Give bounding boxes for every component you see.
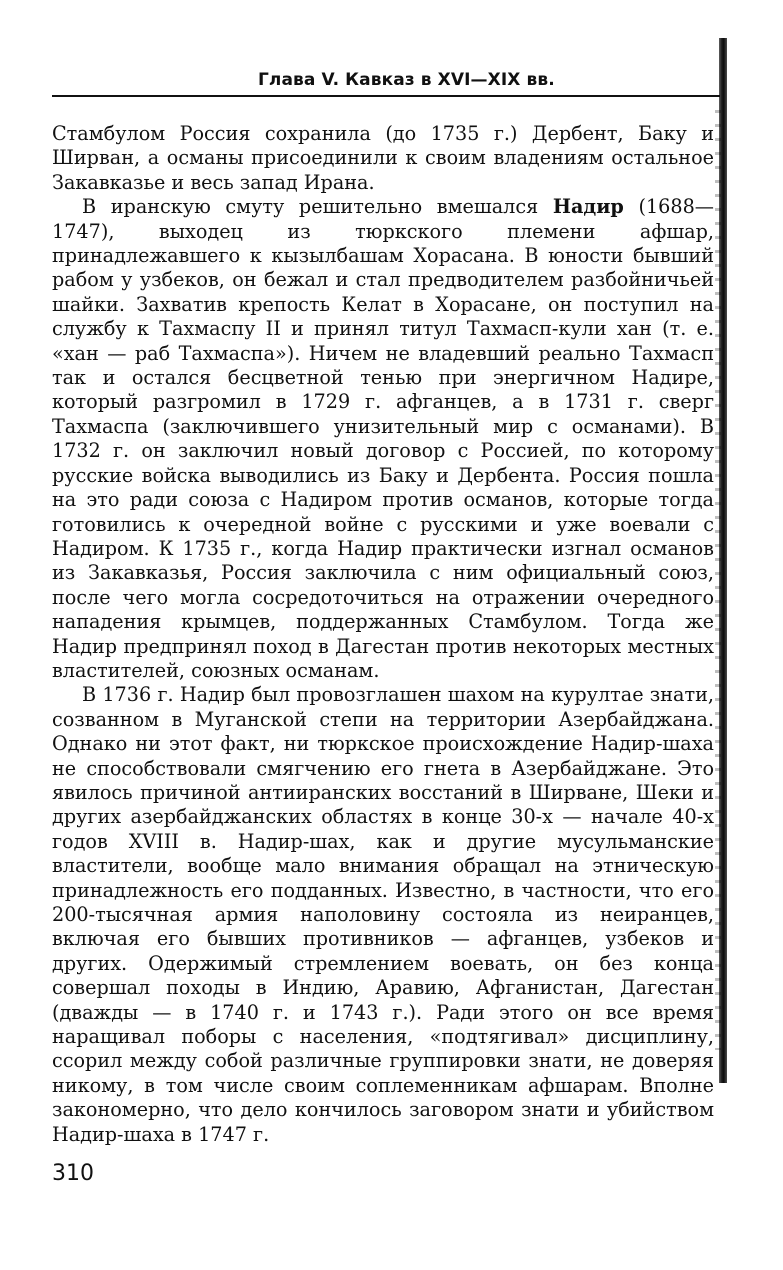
running-head: Глава V. Кавказ в XVI—XIX вв. <box>258 70 555 90</box>
paragraph-3 <box>52 683 714 1147</box>
paragraph-1 <box>52 122 714 195</box>
body-text <box>52 122 714 1147</box>
paragraph-1-text: Стамбулом Россия сохранила (до 1735 г.) Дербент, Баку и Ширван, а османы присоединили к своим владениям остальное Закавказье и весь запад Ирана. <box>52 122 714 194</box>
binding-edge-marks <box>715 110 721 1050</box>
paragraph-2-bold-name: Надир <box>552 195 624 219</box>
page-number: 310 <box>52 1161 94 1186</box>
header-rule <box>52 95 720 97</box>
paragraph-2-before: В иранскую смуту решительно вмешался <box>82 195 553 219</box>
paragraph-2-after: (1688—1747), выходец из тюркского племени афшар, принадлежавшего к кызылбашам Хорасана. В юности бывший рабом у узбеков, он бежал и стал предводителем разбойничьей шайки. Захватив крепость Келат в Хорасане, он поступил на службу к Тахмаспу II и принял титул Тахмасп-кули хан (т. е. «хан — раб Тахмаспа»). Ничем не владевший реально Тахмасп так и остался бесцветной тенью при энергичном Надире, который разгромил в 1729 г. афганцев, а в 1731 г. сверг Тахмаспа (заключившего унизительный мир с османами). В 1732 г. он заключил новый договор с Россией, по которому русские войска выводились из Баку и Дербента. Россия пошла на это ради союза с Надиром против османов, которые тогда готовились к очередной войне с русскими и уже воевали с Надиром. К 1735 г., когда Надир практически изгнал османов из Закавказья, Россия заключила с ним официальный союз, после чего могла сосредоточиться на отражении очередного нападения крымцев, поддержанных Стамбулом. Тогда же Надир предпринял поход в Дагестан против некоторых местных властителей, союзных османам. <box>52 195 714 682</box>
paragraph-3-text: В 1736 г. Надир был провозглашен шахом на курултае знати, созванном в Муганской степи на территории Азербайджана. Однако ни этот факт, ни тюркское происхождение Надир-шаха не способствовали смягчению его гнета в Азербайджане. Это явилось причиной антииранских восстаний в Ширване, Шеки и других азербайджанских областях в конце 30-х — начале 40-х годов XVIII в. Надир-шах, как и другие мусульманские властители, вообще мало внимания обращал на этническую принадлежность его подданных. Известно, в частности, что его 200-тысячная армия наполовину состояла из неиранцев, включая его бывших противников — афганцев, узбеков и других. Одержимый стремлением воевать, он без конца совершал походы в Индию, Аравию, Афганистан, Дагестан (дважды — в 1740 г. и 1743 г.). Ради этого он все время наращивал поборы с населения, «подтягивал» дисциплину, ссорил между собой различные группировки знати, не доверяя никому, в том числе своим соплеменникам афшарам. Вполне закономерно, что дело кончилось заговором знати и убийством Надир-шаха в 1747 г. <box>52 683 714 1146</box>
paragraph-2 <box>52 195 714 683</box>
